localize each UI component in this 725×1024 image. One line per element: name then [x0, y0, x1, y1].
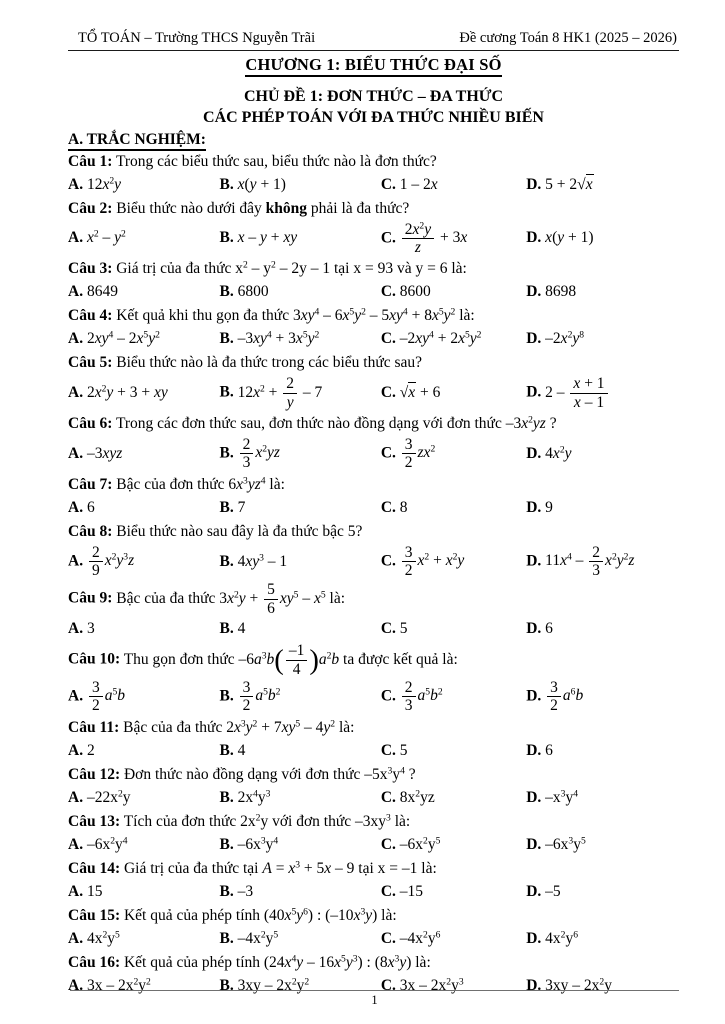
option-value: 3 [83, 620, 95, 638]
option-letter: B. [219, 687, 234, 705]
question-number: Câu 5: [68, 354, 113, 372]
question-line [68, 642, 679, 678]
question-number: Câu 9: [68, 589, 113, 607]
options-row [68, 928, 679, 950]
option-letter: A. [68, 552, 84, 570]
option-letter: A. [68, 835, 84, 853]
question-12-option-C [381, 787, 526, 809]
option-value: $3xy - 2x^2y^2$ [233, 976, 310, 994]
question-10-option-B [220, 679, 381, 715]
option-value: $4x^2y^5$ [83, 929, 120, 947]
option-value: $-2xy^4 + 2x^5y^2$ [395, 330, 482, 348]
subtopic-title: CÁC PHÉP TOÁN VỚI ĐA THỨC NHIỀU BIẾN [203, 108, 544, 126]
question-10-option-A [68, 679, 220, 715]
option-value: $11x^4$ – $\frac{2}{3}$ $x^2y^2z$ [541, 543, 635, 580]
option-value: 4 [233, 741, 246, 759]
question-6-option-D [526, 443, 679, 465]
option-letter: C. [380, 229, 396, 247]
question-text: Kết quả của phép tính $(40x^5y^6)$ : $(-10x^3y)$ là: [123, 906, 397, 924]
question-number: Câu 11: [68, 718, 120, 736]
question-line [68, 198, 679, 220]
question-number: Câu 8: [68, 522, 113, 540]
question-11-option-D [526, 740, 679, 762]
option-letter: A. [68, 330, 84, 348]
question-10-option-D [526, 679, 679, 715]
question-8-option-A [68, 544, 220, 580]
question-2-option-A [68, 227, 220, 249]
option-letter: B. [219, 929, 234, 947]
option-letter: B. [219, 229, 234, 247]
option-letter: D. [526, 383, 542, 401]
question-7-option-B [220, 497, 381, 519]
question-line [68, 352, 679, 374]
question-4-option-A [68, 328, 220, 350]
question-text: Bậc của đa thức $3x^2y$ + $\frac{5}{6}$ $xy^5 - x^5$ là: [116, 581, 346, 617]
question-14-option-B [220, 881, 381, 903]
option-letter: C. [380, 498, 396, 516]
option-value: 8 [395, 498, 408, 516]
option-value: $\frac{2}{3}$ $x^2yz$ [234, 444, 280, 461]
options-row [68, 834, 679, 856]
question-number: Câu 14: [68, 859, 121, 877]
question-block [68, 764, 679, 809]
option-letter: A. [68, 882, 84, 900]
options-row [68, 679, 679, 715]
option-value: $x^2 - y^2$ [86, 229, 126, 247]
options-row [68, 497, 679, 519]
option-value: $-x^3y^4$ [541, 788, 579, 806]
question-block [68, 198, 679, 257]
question-14-option-D [526, 881, 679, 903]
question-5-option-D [526, 375, 679, 411]
option-value: 1 – 2x [395, 175, 438, 193]
option-letter: C. [380, 788, 396, 806]
question-13-option-D [526, 834, 679, 856]
option-letter: B. [219, 788, 234, 806]
option-value: 8600 [395, 283, 431, 301]
option-letter: A. [68, 498, 84, 516]
option-letter: D. [526, 330, 542, 348]
question-3-option-D [526, 281, 679, 303]
option-letter: B. [219, 283, 234, 301]
option-value: 5 [395, 741, 408, 759]
page-number: 1 [371, 993, 378, 1007]
question-text: Kết quả của phép tính $(24x^4y - 16x^5y^3)$ : $(8x^3y)$ là: [123, 953, 431, 971]
option-value: $3xy - 2x^2y$ [541, 976, 612, 994]
options-row [68, 618, 679, 640]
question-line [68, 858, 679, 880]
question-11-option-B [220, 740, 381, 762]
option-value: 5 + 2√x [541, 175, 593, 193]
question-number: Câu 13: [68, 812, 121, 830]
question-text: Biểu thức nào dưới đây không phải là đa thức? [116, 199, 410, 217]
question-list [68, 151, 679, 997]
option-value: $3x - 2x^2y^3$ [395, 976, 464, 994]
option-value: $\frac{3}{2}$ $x^2 + x^2y$ [396, 552, 464, 569]
options-row [68, 881, 679, 903]
option-letter: A. [68, 175, 84, 193]
question-number: Câu 2: [68, 199, 113, 217]
question-number: Câu 7: [68, 475, 113, 493]
option-letter: B. [219, 620, 234, 638]
option-value: 15 [83, 882, 103, 900]
option-value: 7 [233, 498, 246, 516]
option-value: x(y + 1) [237, 175, 286, 193]
option-value: 6 [541, 741, 553, 759]
question-4-option-B [220, 328, 381, 350]
question-8-option-B [220, 551, 381, 573]
option-letter: C. [380, 929, 396, 947]
option-letter: B. [219, 976, 234, 994]
option-letter: D. [526, 175, 542, 193]
document-header [68, 30, 679, 51]
question-number: Câu 10: [68, 650, 121, 668]
options-row [68, 174, 679, 196]
question-15-option-D [526, 928, 679, 950]
question-7-option-C [381, 497, 526, 519]
option-letter: B. [219, 552, 234, 570]
options-row [68, 221, 679, 257]
question-block [68, 305, 679, 350]
option-letter: D. [526, 444, 542, 462]
option-letter: A. [68, 741, 84, 759]
options-row [68, 787, 679, 809]
option-letter: D. [526, 283, 542, 301]
header-document-title: Đề cương Toán 8 HK1 (2025 – 2026) [459, 30, 677, 46]
option-letter: C. [380, 882, 396, 900]
question-2-option-D [526, 227, 679, 249]
option-value: $8x^2yz$ [395, 788, 435, 806]
question-block [68, 413, 679, 472]
option-value: $\frac{2x^2y}{z}$ + 3x [396, 229, 467, 246]
option-value: $-6x^2y^5$ [395, 835, 441, 853]
question-line [68, 811, 679, 833]
question-13-option-A [68, 834, 220, 856]
question-2-option-B [220, 227, 381, 249]
option-value: 8698 [541, 283, 577, 301]
option-value: $4x^2y$ [541, 444, 572, 462]
question-9-option-B [220, 618, 381, 640]
question-text: Tích của đơn thức $2x^2y$ với đơn thức $-3xy^3$ là: [123, 812, 411, 830]
option-value: –15 [395, 882, 424, 900]
question-text: Giá trị của đa thức tại $A = x^3 + 5x - 9$ tại x = –1 là: [123, 859, 437, 877]
question-15-option-B [220, 928, 381, 950]
question-15-option-C [381, 928, 526, 950]
question-number: Câu 3: [68, 260, 113, 278]
option-letter: A. [68, 229, 84, 247]
option-value: 9 [541, 498, 553, 516]
option-value: $-2x^2y^8$ [541, 330, 585, 348]
option-value: 8649 [83, 283, 118, 301]
question-6-option-C [381, 436, 526, 472]
option-value: $3x - 2x^2y^2$ [83, 976, 151, 994]
option-letter: A. [68, 384, 84, 402]
page-footer [70, 990, 679, 1008]
question-line [68, 258, 679, 280]
question-number: Câu 1: [68, 152, 113, 170]
question-11-option-A [68, 740, 220, 762]
question-line [68, 151, 679, 173]
question-line [68, 581, 679, 617]
question-line [68, 305, 679, 327]
options-row [68, 544, 679, 580]
question-block [68, 905, 679, 950]
question-block [68, 258, 679, 303]
question-block [68, 642, 679, 714]
options-row [68, 375, 679, 411]
option-value: 5 [395, 620, 408, 638]
question-text: Bậc của đa thức $2x^3y^2 + 7xy^5 - 4y^2$ là: [123, 718, 355, 736]
question-block [68, 717, 679, 762]
question-line [68, 905, 679, 927]
option-letter: C. [380, 384, 396, 402]
option-letter: D. [526, 620, 542, 638]
question-5-option-C [381, 382, 526, 404]
option-letter: A. [68, 929, 84, 947]
question-number: Câu 15: [68, 906, 121, 924]
question-block [68, 352, 679, 411]
question-3-option-B [220, 281, 381, 303]
question-7-option-D [526, 497, 679, 519]
option-value: $2x^4y^3$ [233, 788, 271, 806]
question-number: Câu 4: [68, 307, 113, 325]
option-value: $\frac{3}{2}$ $zx^2$ [396, 444, 435, 461]
topic-title: CHỦ ĐỀ 1: ĐƠN THỨC – ĐA THỨC [243, 88, 504, 105]
option-value: $\frac{3}{2}$ $a^6b$ [541, 687, 583, 704]
question-text: Kết quả khi thu gọn đa thức $3xy^4 - 6x^5y^2 - 5xy^4 + 8x^5y^2$ là: [116, 307, 475, 325]
question-7-option-A [68, 497, 220, 519]
option-letter: C. [380, 687, 396, 705]
option-value: $\frac{2}{3}$ $a^5b^2$ [396, 687, 443, 704]
option-letter: C. [380, 835, 396, 853]
question-text: Biểu thức nào sau đây là đa thức bậc 5? [116, 522, 363, 540]
option-value: $-4x^2y^5$ [233, 929, 279, 947]
question-line [68, 413, 679, 435]
option-value: $-4x^2y^6$ [395, 929, 441, 947]
question-9-option-C [381, 618, 526, 640]
option-letter: B. [219, 444, 234, 462]
option-letter: B. [219, 498, 234, 516]
option-value: 4 [233, 620, 246, 638]
question-14-option-A [68, 881, 220, 903]
question-block [68, 474, 679, 519]
option-value: $12x^2$ + $\frac{2}{y}$ – 7 [233, 375, 323, 411]
question-text: Giá trị của đa thức $x^2 - y^2 - 2y - 1$ tại x = 93 và y = 6 là: [116, 260, 467, 278]
option-value: –3 [233, 882, 254, 900]
option-value: $4xy^3 - 1$ [233, 552, 288, 570]
question-1-option-D [526, 174, 679, 196]
option-value: 2 [83, 741, 95, 759]
header-school: TỔ TOÁN – Trường THCS Nguyễn Trãi [78, 30, 316, 46]
question-3-option-A [68, 281, 220, 303]
question-number: Câu 12: [68, 765, 121, 783]
option-value: $-22x^2y$ [83, 788, 131, 806]
option-letter: A. [68, 687, 84, 705]
question-line [68, 764, 679, 786]
question-4-option-C [381, 328, 526, 350]
question-2-option-C [381, 221, 526, 257]
option-letter: C. [380, 552, 396, 570]
question-13-option-C [381, 834, 526, 856]
question-10-option-C [381, 679, 526, 715]
question-block [68, 151, 679, 196]
question-8-option-C [381, 544, 526, 580]
option-letter: A. [68, 976, 84, 994]
option-letter: D. [526, 498, 542, 516]
question-15-option-A [68, 928, 220, 950]
chapter-title: CHƯƠNG 1: BIỂU THỨC ĐẠI SỐ [68, 55, 679, 75]
question-line [68, 474, 679, 496]
option-value: x(y + 1) [545, 229, 594, 247]
option-letter: C. [380, 976, 396, 994]
options-row [68, 328, 679, 350]
option-letter: B. [219, 175, 234, 193]
options-row [68, 436, 679, 472]
option-letter: D. [526, 788, 542, 806]
option-letter: C. [380, 444, 396, 462]
option-letter: C. [380, 175, 396, 193]
option-value: $-6x^3y^4$ [233, 835, 279, 853]
option-letter: B. [219, 330, 234, 348]
option-value: $\frac{2}{9}$ $x^2y^3z$ [83, 552, 134, 569]
question-block [68, 581, 679, 640]
question-line [68, 952, 679, 974]
question-9-option-D [526, 618, 679, 640]
question-13-option-B [220, 834, 381, 856]
option-value: –3xyz [83, 444, 123, 462]
option-letter: A. [68, 620, 84, 638]
question-4-option-D [526, 328, 679, 350]
option-value: 6800 [233, 283, 269, 301]
option-value: $2xy^4 - 2x^5y^2$ [83, 330, 160, 348]
option-letter: D. [526, 229, 542, 247]
option-value: $-6x^2y^4$ [83, 835, 128, 853]
option-letter: B. [219, 383, 234, 401]
option-letter: D. [526, 741, 542, 759]
options-row [68, 281, 679, 303]
option-letter: B. [219, 882, 234, 900]
question-text: Biểu thức nào là đa thức trong các biểu thức sau? [116, 354, 423, 372]
option-letter: C. [380, 283, 396, 301]
question-number: Câu 16: [68, 953, 121, 971]
option-letter: D. [526, 687, 542, 705]
question-line [68, 521, 679, 543]
question-block [68, 858, 679, 903]
question-text: Bậc của đơn thức $6x^3yz^4$ là: [116, 475, 285, 493]
option-letter: D. [526, 882, 542, 900]
option-letter: C. [380, 620, 396, 638]
question-1-option-C [381, 174, 526, 196]
option-letter: D. [526, 835, 542, 853]
option-letter: C. [380, 330, 396, 348]
question-14-option-C [381, 881, 526, 903]
option-value: 6 [541, 620, 553, 638]
question-text: Thu gọn đơn thức $-6a^3b$( $\frac{-1}{4}$ )$a^2b$ ta được kết quả là: [123, 642, 458, 678]
question-12-option-D [526, 787, 679, 809]
question-line [68, 717, 679, 739]
section-heading: A. TRẮC NGHIỆM: [68, 131, 679, 149]
question-1-option-B [220, 174, 381, 196]
option-letter: B. [219, 741, 234, 759]
option-letter: A. [68, 788, 84, 806]
option-value: √x + 6 [399, 384, 441, 402]
question-9-option-A [68, 618, 220, 640]
question-12-option-A [68, 787, 220, 809]
question-5-option-B [220, 375, 381, 411]
option-value: $4x^2y^6$ [541, 929, 579, 947]
option-value: x – y + xy [237, 229, 298, 247]
option-value: $\frac{3}{2}$ $a^5b$ [83, 687, 125, 704]
question-6-option-B [220, 436, 381, 472]
question-number: Câu 6: [68, 415, 113, 433]
option-value: $-3xy^4 + 3x^5y^2$ [233, 330, 320, 348]
option-letter: D. [526, 976, 542, 994]
option-value: $\frac{3}{2}$ $a^5b^2$ [234, 687, 281, 704]
option-value: $-6x^3y^5$ [541, 835, 586, 853]
question-6-option-A [68, 443, 220, 465]
option-letter: D. [526, 552, 542, 570]
question-5-option-A [68, 382, 220, 404]
question-8-option-D [526, 544, 679, 580]
option-letter: C. [380, 741, 396, 759]
option-value: $2x^2y + 3$ + xy [83, 383, 168, 402]
question-text: Trong các đơn thức sau, đơn thức nào đồng dạng với đơn thức $-3x^2yz$ ? [115, 414, 557, 433]
question-block [68, 811, 679, 856]
option-letter: D. [526, 929, 542, 947]
option-value: –5 [541, 882, 561, 900]
option-letter: A. [68, 283, 84, 301]
question-12-option-B [220, 787, 381, 809]
option-letter: A. [68, 444, 84, 462]
option-letter: B. [219, 835, 234, 853]
question-1-option-A [68, 174, 220, 196]
question-block [68, 521, 679, 580]
option-value: 2 – $\frac{x + 1}{x - 1}$ [541, 384, 609, 401]
question-text: Đơn thức nào đồng dạng với đơn thức $-5x^3y^4$ ? [123, 765, 416, 783]
question-text: Trong các biểu thức sau, biểu thức nào là đơn thức? [115, 152, 437, 170]
option-value: 6 [83, 498, 95, 516]
options-row [68, 740, 679, 762]
option-value: $12x^2y$ [83, 175, 122, 193]
question-11-option-C [381, 740, 526, 762]
question-3-option-C [381, 281, 526, 303]
